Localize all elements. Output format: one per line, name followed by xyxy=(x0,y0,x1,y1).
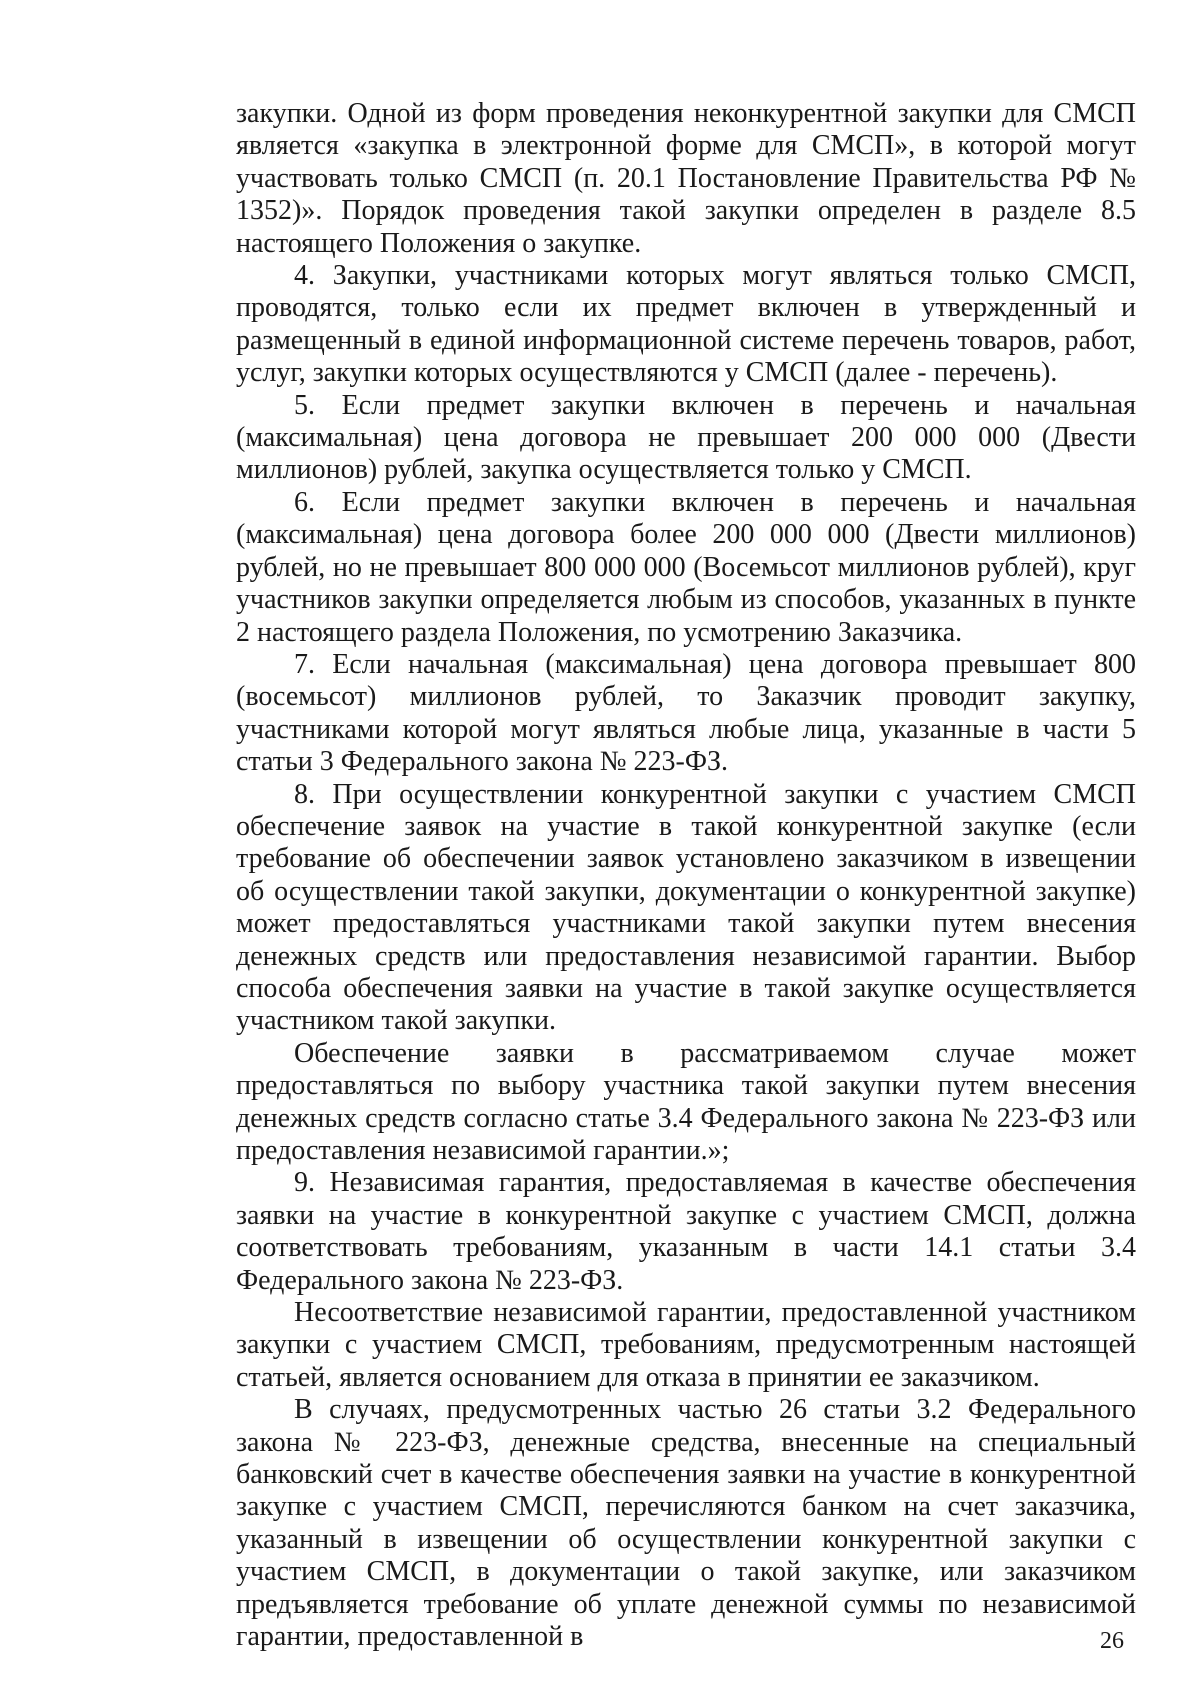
paragraph-item-8: 8. При осуществлении конкурентной закупки с участием СМСП обеспечение заявок на участие в такой конкурентной закупке (если требование об обеспечении заявок установлено заказчиком в извещении об осуществлении такой закупки, документации о конкурентной закупке) может предоставляться участниками такой закупки путем внесения денежных средств или предоставления независимой гарантии. Выбор способа обеспечения заявки на участие в такой закупке осуществляется участником такой закупки. xyxy=(236,778,1136,1037)
paragraph-item-9-cases: В случаях, предусмотренных частью 26 статьи 3.2 Федерального закона № 223-ФЗ, денежные средства, внесенные на специальный банковский счет в качестве обеспечения заявки на участие в конкурентной закупке с участием СМСП, перечисляются банком на счет заказчика, указанный в извещении об осуществлении конкурентной закупки с участием СМСП, в документации о такой закупке, или заказчиком предъявляется требование об уплате денежной суммы по независимой гарантии, предоставленной в xyxy=(236,1394,1136,1653)
body-text xyxy=(236,98,1136,1654)
paragraph-item-6: 6. Если предмет закупки включен в перечень и начальная (максимальная) цена договора более 200 000 000 (Двести миллионов) рублей, но не превышает 800 000 000 (Восемьсот миллионов рублей), круг участников закупки определяется любым из способов, указанных в пункте 2 настоящего раздела Положения, по усмотрению Заказчика. xyxy=(236,486,1136,648)
paragraph-item-8-security: Обеспечение заявки в рассматриваемом случае может предоставляться по выбору участника такой закупки путем внесения денежных средств согласно статье 3.4 Федерального закона № 223-ФЗ или предоставления независимой гарантии.»; xyxy=(236,1037,1136,1166)
paragraph-intro-continuation: закупки. Одной из форм проведения неконкурентной закупки для СМСП является «закупка в электронной форме для СМСП», в которой могут участвовать только СМСП (п. 20.1 Постановление Правительства РФ № 1352)». Порядок проведения такой закупки определен в разделе 8.5 настоящего Положения о закупке. xyxy=(236,98,1136,259)
paragraph-item-5: 5. Если предмет закупки включен в перечень и начальная (максимальная) цена договора не превышает 200 000 000 (Двести миллионов) рублей, закупка осуществляется только у СМСП. xyxy=(236,389,1136,486)
page-number: 26 xyxy=(1100,1628,1124,1654)
paragraph-item-7: 7. Если начальная (максимальная) цена договора превышает 800 (восемьсот) миллионов рублей, то Заказчик проводит закупку, участниками которой могут являться любые лица, указанные в части 5 статьи 3 Федерального закона № 223-ФЗ. xyxy=(236,648,1136,778)
paragraph-item-4: 4. Закупки, участниками которых могут являться только СМСП, проводятся, только если их предмет включен в утвержденный и размещенный в единой информационной системе перечень товаров, работ, услуг, закупки которых осуществляются у СМСП (далее - перечень). xyxy=(236,260,1136,389)
paragraph-item-9-nonconformity: Несоответствие независимой гарантии, предоставленной участником закупки с участием СМСП, требованиям, предусмотренным настоящей статьей, является основанием для отказа в принятии ее заказчиком. xyxy=(236,1297,1136,1393)
paragraph-item-9: 9. Независимая гарантия, предоставляемая в качестве обеспечения заявки на участие в конкурентной закупке с участием СМСП, должна соответствовать требованиям, указанным в части 14.1 статьи 3.4 Федерального закона № 223-ФЗ. xyxy=(236,1167,1136,1296)
